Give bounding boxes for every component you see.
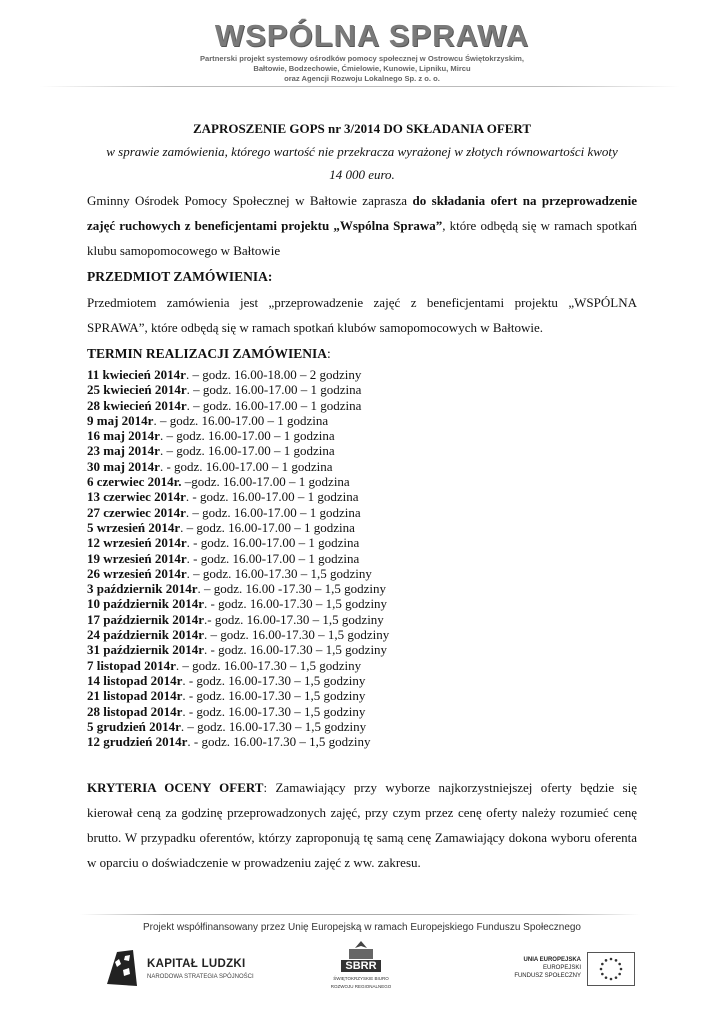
eu-star <box>615 976 618 979</box>
eu-star <box>618 973 621 976</box>
schedule-item <box>87 474 637 489</box>
intro-text-2: , które odbędą się w ramach spotkań klubu samopomocowego w Bałtowie <box>87 218 637 258</box>
schedule-time: . - godz. 16.00-17.00 – 1 godzina <box>186 535 360 551</box>
schedule-item <box>87 642 637 657</box>
schedule-item <box>87 428 637 443</box>
schedule-time: . - godz. 16.00-17.30 – 1,5 godziny <box>204 596 388 612</box>
schedule-time: . – godz. 16.00-17.30 – 1,5 godziny <box>175 657 362 673</box>
schedule-date: 23 maj 2014r <box>87 443 160 459</box>
schedule-date: 28 listopad 2014r <box>87 703 183 719</box>
intro-text-bold: do składania ofert na przeprowadzenie zajęć ruchowych z beneficjentami projektu „Wspólna Sprawa” <box>87 193 637 233</box>
schedule-date: 30 maj 2014r <box>87 458 160 474</box>
subject-heading: PRZEDMIOT ZAMÓWIENIA: <box>87 269 273 284</box>
schedule-item <box>87 535 637 550</box>
footer-divider <box>80 914 640 915</box>
logo-title: WSPÓLNA SPRAWA <box>214 18 530 53</box>
schedule-item <box>87 673 637 688</box>
schedule-time: . – godz. 16.00-17.30 – 1,5 godziny <box>204 627 390 643</box>
schedule-item <box>87 367 637 382</box>
schedule-date: 12 grudzień 2014r <box>87 734 188 750</box>
schedule-date: 13 czerwiec 2014r <box>87 489 186 505</box>
eu-title: UNIA EUROPEJSKA <box>523 957 581 963</box>
logo-line-2: Bałtowie, Bodzechowie, Ćmielowie, Kunowie, Lipniku, Mircu <box>253 64 471 73</box>
sbrr-emblem-icon <box>341 940 381 962</box>
kapital-ludzki-icon <box>103 946 139 988</box>
sbrr-sub-2: ROZWOJU REGIONALNEGO <box>330 984 392 989</box>
letterhead <box>0 18 724 84</box>
sbrr-sub-1: ŚWIĘTOKRZYSKIE BIURO <box>333 976 389 981</box>
eu-star <box>605 959 608 962</box>
criteria-text: : Zamawiający przy wyborze najkorzystniejszej oferty będzie się kierował ceną za godzinę przeprowadzonych zajęć, przy czym przez cenę oferty należy rozumieć cenę brutto. W przypadku oferentów, którzy zaproponują tę samą cenę Zamawiający dokona wyboru oferenta w oparciu o doświadczenie w prowadzeniu zajęć z ww. zakresu. <box>87 780 637 871</box>
logo-line-1: Partnerski projekt systemowy ośrodków pomocy społecznej w Ostrowcu Świętokrzyskim, <box>199 54 525 63</box>
schedule-date: 19 wrzesień 2014r <box>87 550 187 566</box>
kapital-ludzki-logo <box>103 946 263 994</box>
eu-flag-icon <box>587 952 635 986</box>
schedule-item <box>87 688 637 703</box>
document-title: ZAPROSZENIE GOPS nr 3/2014 DO SKŁADANIA OFERT <box>192 121 532 136</box>
schedule-date: 14 listopad 2014r <box>87 672 183 688</box>
schedule-date: 11 kwiecień 2014r <box>87 367 186 382</box>
schedule-time: . – godz. 16.00-17.30 – 1,5 godziny <box>186 565 372 581</box>
schedule-item <box>87 596 637 611</box>
schedule-time: . – godz. 16.00 -17.30 – 1,5 godziny <box>197 581 386 597</box>
schedule-time: . – godz. 16.00-17.00 – 1 godzina <box>185 504 361 520</box>
eu-star <box>610 958 613 961</box>
schedule-item <box>87 443 637 458</box>
eu-line-2: FUNDUSZ SPOŁECZNY <box>514 973 581 979</box>
term-heading <box>87 343 637 365</box>
schedule-date: 21 listopad 2014r <box>87 688 183 704</box>
schedule-item <box>87 505 637 520</box>
schedule-date: 9 maj 2014r <box>87 412 154 428</box>
eu-star <box>610 978 613 981</box>
header-divider <box>40 86 680 87</box>
schedule-time: –godz. 16.00-17.00 – 1 godzina <box>181 474 350 490</box>
sbrr-logo <box>326 940 396 1000</box>
schedule-time: . – godz. 16.00-17.00 – 1 godzina <box>159 443 335 459</box>
eu-logo <box>505 952 635 988</box>
eu-star <box>601 973 604 976</box>
schedule-date: 26 wrzesień 2014r <box>87 565 187 581</box>
schedule-date: 28 kwiecień 2014r <box>87 397 187 413</box>
eu-star <box>601 963 604 966</box>
schedule-date: 17 październik 2014r <box>87 611 204 627</box>
schedule-date: 10 październik 2014r <box>87 596 204 612</box>
schedule-time: . - godz. 16.00-17.30 – 1,5 godziny <box>187 734 371 750</box>
criteria-paragraph <box>87 775 637 875</box>
schedule-time: . – godz. 16.00-18.00 – 2 godziny <box>185 367 362 382</box>
eu-line-1: EUROPEJSKI <box>542 965 581 971</box>
schedule-time: . – godz. 16.00-17.00 – 1 godzina <box>159 428 335 444</box>
eu-text <box>514 956 581 980</box>
eu-star <box>620 968 623 971</box>
schedule-date: 16 maj 2014r <box>87 428 160 444</box>
schedule-time: . - godz. 16.00-17.30 – 1,5 godziny <box>204 642 388 658</box>
schedule-time: . – godz. 16.00-17.30 – 1,5 godziny <box>180 718 367 734</box>
footer-text: Projekt współfinansowany przez Unię Europejską w ramach Europejskiego Funduszu Społecznego <box>142 922 581 933</box>
schedule-item <box>87 627 637 642</box>
intro-text-1: Gminny Ośrodek Pomocy Społecznej w Bałtowie zaprasza <box>87 193 413 208</box>
schedule-time: . – godz. 16.00-17.00 – 1 godzina <box>186 397 362 413</box>
schedule-date: 25 kwiecień 2014r <box>87 382 187 398</box>
schedule-date: 5 wrzesień 2014r <box>87 519 181 535</box>
schedule-item <box>87 459 637 474</box>
schedule-date: 6 czerwiec 2014r. <box>87 474 182 490</box>
schedule-item <box>87 520 637 535</box>
schedule-item <box>87 413 637 428</box>
schedule-time: . - godz. 16.00-17.30 – 1,5 godziny <box>182 703 366 719</box>
document-body <box>87 118 637 875</box>
schedule-time: . - godz. 16.00-17.00 – 1 godzina <box>159 458 333 474</box>
kapital-ludzki-sub: NARODOWA STRATEGIA SPÓJNOŚCI <box>147 974 254 980</box>
schedule-time: . - godz. 16.00-17.00 – 1 godzina <box>186 550 360 566</box>
logo-line-3: oraz Agencji Rozwoju Lokalnego Sp. z o. o. <box>284 74 440 83</box>
schedule-time: . – godz. 16.00-17.00 – 1 godzina <box>186 382 362 398</box>
eu-star <box>618 963 621 966</box>
sbrr-name: SBRR <box>341 960 380 972</box>
schedule-item <box>87 382 637 397</box>
schedule-time: .- godz. 16.00-17.30 – 1,5 godziny <box>204 611 384 627</box>
document-subtitle-2: 14 000 euro. <box>329 167 395 182</box>
schedule-item <box>87 551 637 566</box>
schedule-date: 31 październik 2014r <box>87 642 204 658</box>
term-heading-text: TERMIN REALIZACJI ZAMÓWIENIA <box>87 346 328 361</box>
document-subtitle-1: w sprawie zamówienia, którego wartość nie przekracza wyrażonej w złotych równowartości kwoty <box>106 144 618 159</box>
eu-star <box>605 976 608 979</box>
schedule-time: . – godz. 16.00-17.00 – 1 godzina <box>153 412 329 428</box>
eu-star <box>600 968 603 971</box>
schedule-date: 12 wrzesień 2014r <box>87 535 187 551</box>
schedule-item <box>87 734 637 749</box>
eu-star <box>615 959 618 962</box>
schedule-date: 7 listopad 2014r <box>87 657 176 673</box>
schedule-date: 3 październik 2014r <box>87 581 198 597</box>
schedule-item <box>87 489 637 504</box>
schedule-item <box>87 704 637 719</box>
schedule-list <box>87 367 637 749</box>
intro-paragraph <box>87 188 637 263</box>
schedule-date: 27 czerwiec 2014r <box>87 504 186 520</box>
schedule-item <box>87 566 637 581</box>
schedule-item <box>87 658 637 673</box>
schedule-item <box>87 398 637 413</box>
schedule-item <box>87 719 637 734</box>
schedule-date: 5 grudzień 2014r <box>87 718 181 734</box>
schedule-item <box>87 612 637 627</box>
schedule-time: . - godz. 16.00-17.30 – 1,5 godziny <box>182 672 366 688</box>
schedule-date: 24 październik 2014r <box>87 627 204 643</box>
criteria-heading: KRYTERIA OCENY OFERT <box>87 780 264 796</box>
schedule-time: . - godz. 16.00-17.30 – 1,5 godziny <box>182 688 366 704</box>
subject-paragraph: Przedmiotem zamówienia jest „przeprowadzenie zajęć z beneficjentami projektu „WSPÓLNA SPRAWA”, które odbędą się w ramach spotkań klubów samopomocowych w Bałtowie. <box>87 295 637 335</box>
schedule-time: . - godz. 16.00-17.00 – 1 godzina <box>185 489 359 505</box>
kapital-ludzki-name: KAPITAŁ LUDZKI <box>147 958 246 970</box>
schedule-item <box>87 581 637 596</box>
term-heading-colon: : <box>327 346 331 361</box>
schedule-time: . – godz. 16.00-17.00 – 1 godzina <box>180 519 355 535</box>
